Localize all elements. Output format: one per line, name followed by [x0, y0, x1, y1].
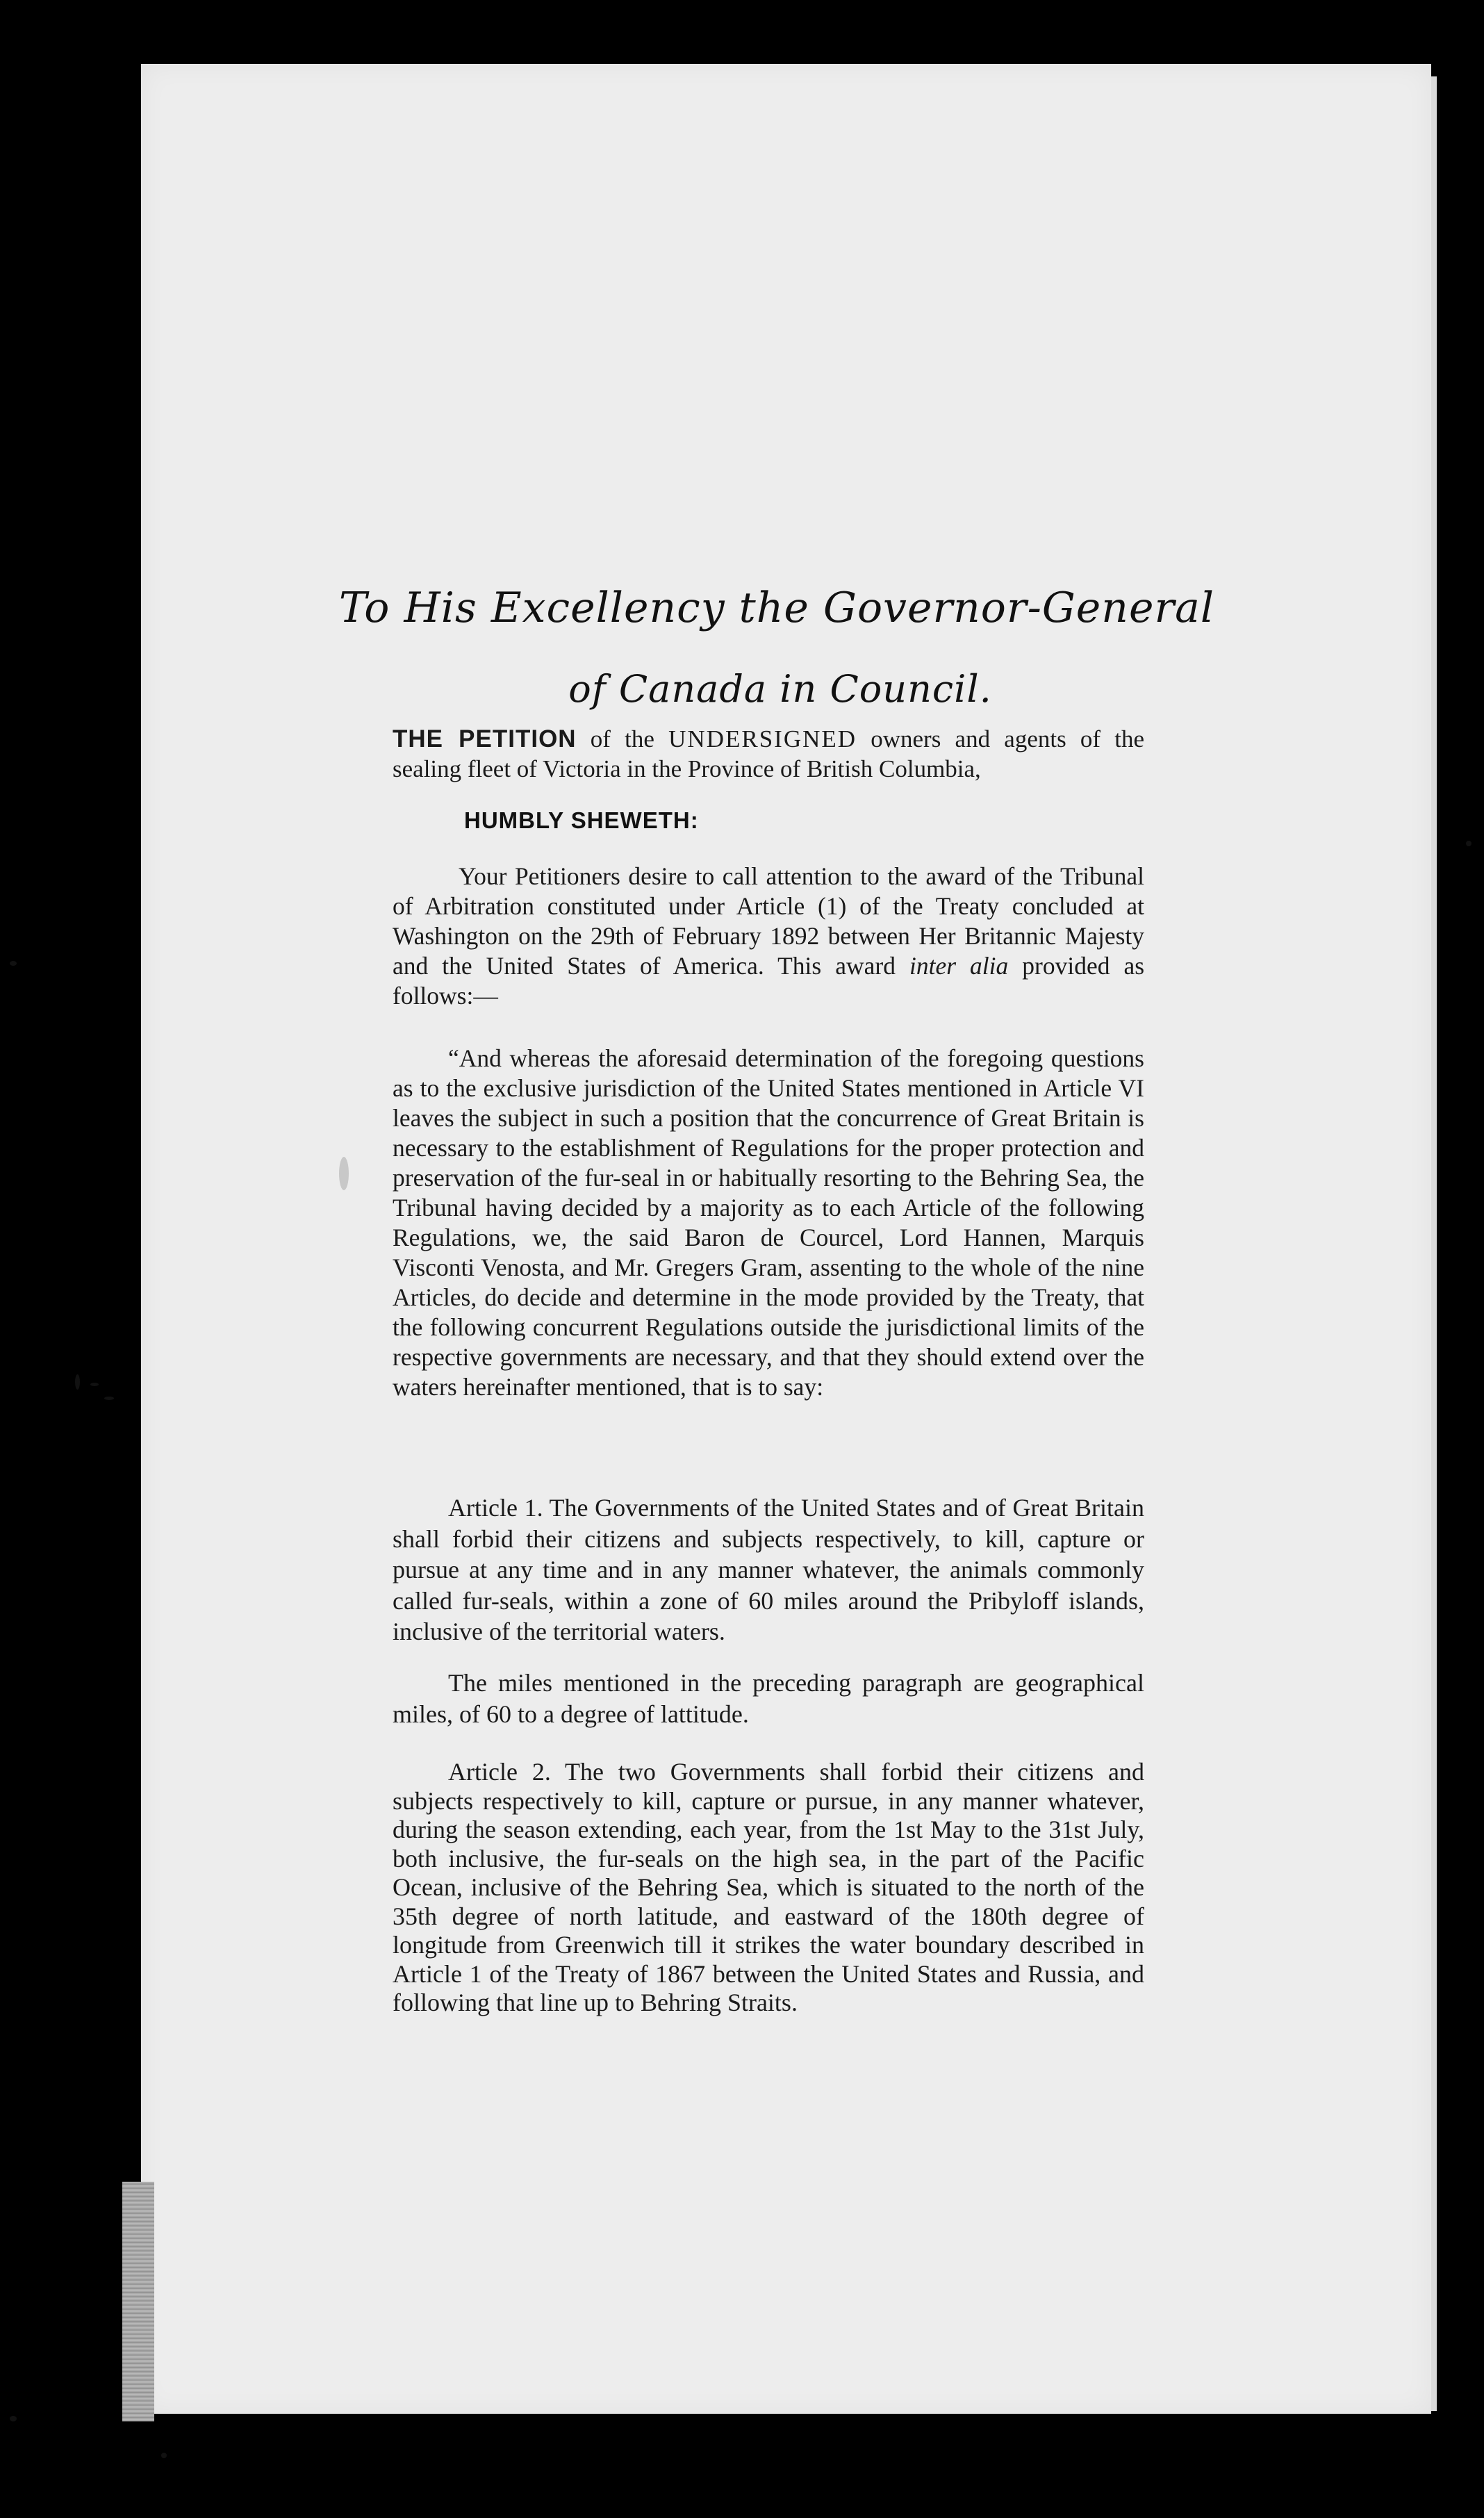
petition-paragraph [393, 724, 1144, 784]
margin-speck [104, 1397, 114, 1400]
humbly-sheweth: HUMBLY SHEWETH: [464, 807, 699, 833]
miles-note-paragraph: The miles mentioned in the preceding paragraph are geographical miles, of 60 to a degree of lattitude. [393, 1669, 1144, 1728]
petition-undersigned: UNDERSIGNED [668, 725, 857, 752]
intro-paragraph [393, 862, 1144, 1011]
award-quote-paragraph: “And whereas the aforesaid determination of the foregoing questions as to the exclusive jurisdiction of the United States mentioned in Article VI leaves the subject in such a position that the concurrence of Great Britain is necessary to the establishment of Regulations for the proper protection and preservation of the fur-seal in or habitually resorting to the Behring Sea, the Tribunal having decided by a majority as to each Article of the following Regulations, we, the said Baron de Courcel, Lord Hannen, Marquis Visconti Venosta, and Mr. Gregers Gram, assenting to the whole of the nine Articles, do decide and determine in the mode provided by the Treaty, that the following concurrent Regulations outside the jurisdictional limits of the respective governments are necessary, and that they should extend over the waters hereinafter mentioned, that is to say: [393, 1044, 1144, 1401]
petition-of-the: of the [590, 725, 654, 752]
article-1-paragraph: Article 1. The Governments of the United States and of Great Britain shall forbid their citizens and subjects respectively, to kill, capture or pursue at any time and in any manner whatever, the animals commonly called fur-seals, within a zone of 60 miles around the Pribyloff islands, inclusive of the territorial waters. [393, 1494, 1144, 1645]
paper-blemish [339, 1157, 349, 1190]
petition-rest: owners and agents of the sealing fleet of Victoria in the Province of British Columbia, [393, 725, 1145, 782]
article-2-paragraph: Article 2. The two Governments shall forbid their citizens and subjects respectively to kill, capture or pursue, in any manner whatever, during the season extending, each year, from the 1st May to the 31st July, both inclusive, the fur-seals on the high sea, in the part of the Pacific Ocean, inclusive of the Behring Sea, which is situated to the north of the 35th degree of north latitude, and eastward of the 180th degree of longitude from Greenwich till it strikes the water boundary described in Article 1 of the Treaty of 1867 between the United States and Russia, and following that line up to Behring Straits. [393, 1758, 1144, 2016]
intro-text-end: provided as follows:— [393, 952, 1145, 1010]
intro-text: Your Petitioners desire to call attention to the award of the Tribunal of Arbitration constituted under Article (1) of the Treaty concluded at Washington on the 29th of February 1892 between Her Britannic Majesty and the United States of America. This award [393, 862, 1144, 980]
heading-line-1: To His Excellency the Governor-General [338, 584, 1215, 632]
binding-strip [122, 2182, 154, 2421]
heading-line-2: of Canada in Council. [568, 667, 992, 711]
margin-speck [75, 1374, 80, 1390]
margin-speck [90, 1383, 99, 1386]
margin-speck [1466, 841, 1471, 846]
margin-speck [10, 2416, 17, 2421]
margin-speck [161, 2453, 167, 2458]
intro-italic: inter alia [909, 952, 1009, 980]
margin-speck [10, 961, 17, 966]
petition-lead: THE PETITION [393, 725, 577, 752]
